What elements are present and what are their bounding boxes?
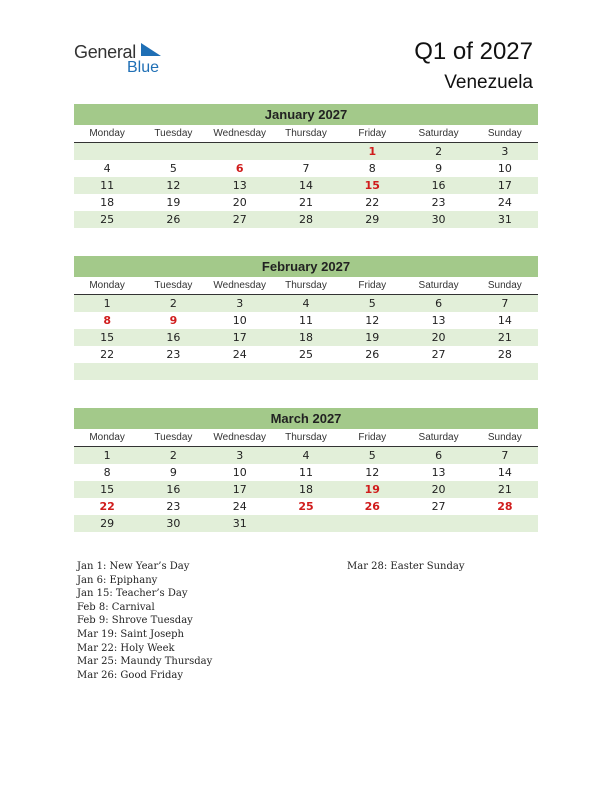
month-january [74,104,538,228]
day-cell [207,143,273,160]
day-cell: 14 [298,179,313,192]
day-cell: 11 [298,314,313,327]
day-cell: 14 [497,314,512,327]
holiday-day-cell: 6 [235,162,244,175]
day-cell [405,363,471,380]
month-february [74,256,538,380]
week-row [74,464,538,481]
logo-flag-icon [141,43,161,56]
day-cell: 2 [435,145,443,158]
day-cell: 28 [497,348,512,361]
day-cell: 7 [302,162,310,175]
day-cell: 27 [431,500,446,513]
day-cell: 16 [431,179,446,192]
day-cell: 9 [169,466,177,479]
month-march [74,408,538,532]
holiday-day-cell: 26 [364,500,380,513]
day-cell [140,363,206,380]
week-row [74,498,538,515]
country-name: Venezuela [444,72,533,93]
weekday-label: Friday [358,128,387,139]
day-cell: 31 [232,517,247,530]
week-row [74,447,538,464]
day-cell: 6 [435,449,443,462]
holiday-day-cell: 1 [368,145,377,158]
day-cell: 25 [100,213,115,226]
day-cell: 5 [368,449,376,462]
day-cell: 19 [166,196,181,209]
weekday-label: Wednesday [213,432,267,443]
day-cell: 10 [232,314,247,327]
day-cell: 31 [497,213,512,226]
weekday-label: Saturday [418,128,459,139]
day-cell [405,515,471,532]
day-cell: 27 [431,348,446,361]
holiday-day-cell: 9 [169,314,178,327]
week-row [74,481,538,498]
day-cell: 13 [232,179,247,192]
day-cell: 16 [166,331,181,344]
weekday-label: Monday [89,128,125,139]
day-cell: 17 [232,483,247,496]
day-cell: 14 [497,466,512,479]
day-cell: 18 [298,483,313,496]
day-cell: 8 [368,162,376,175]
holiday-entry: Jan 1: New Year’s Day [77,561,190,572]
day-cell [140,143,206,160]
day-cell: 12 [365,314,380,327]
day-cell [339,363,405,380]
day-cell: 3 [501,145,509,158]
weekday-label: Saturday [418,280,459,291]
day-cell: 24 [232,348,247,361]
holiday-entry: Jan 15: Teacher’s Day [77,588,188,600]
day-cell: 16 [166,483,181,496]
page-title: Q1 of 2027 [414,38,533,65]
day-cell: 23 [166,348,181,361]
day-cell: 3 [236,449,244,462]
holiday-entry: Feb 9: Shrove Tuesday [77,615,193,627]
day-cell [273,143,339,160]
day-cell: 27 [232,213,247,226]
day-cell [472,363,538,380]
weekday-header-row [74,125,538,143]
holiday-entry: Mar 19: Saint Joseph [77,628,185,640]
day-cell [74,363,140,380]
day-cell [273,363,339,380]
weekday-label: Saturday [418,432,459,443]
generalblue-logo [74,40,174,80]
holiday-day-cell: 28 [497,500,513,513]
weekday-label: Sunday [487,432,522,443]
day-cell: 2 [169,297,177,310]
day-cell [339,515,405,532]
logo-general-text: General [74,42,136,62]
day-cell: 6 [435,297,443,310]
weekday-label: Thursday [285,128,327,139]
day-cell: 19 [365,331,380,344]
day-cell: 4 [302,449,310,462]
day-cell: 8 [103,466,111,479]
day-cell: 22 [100,348,115,361]
week-row [74,211,538,228]
holiday-entry: Mar 28: Easter Sunday [347,561,465,572]
day-cell: 13 [431,466,446,479]
day-cell: 18 [100,196,115,209]
weekday-label: Thursday [285,280,327,291]
day-cell: 17 [497,179,512,192]
holiday-entry: Jan 6: Epiphany [77,574,158,586]
week-row [74,363,538,380]
weekday-label: Thursday [285,432,327,443]
day-cell: 29 [365,213,380,226]
day-cell: 26 [365,348,380,361]
day-cell: 10 [497,162,512,175]
day-cell [472,515,538,532]
day-cell: 26 [166,213,181,226]
day-cell: 5 [169,162,177,175]
weekday-label: Tuesday [154,128,193,139]
day-cell: 21 [298,196,313,209]
holiday-list-right [347,560,464,574]
holiday-entry: Mar 22: Holy Week [77,642,175,654]
day-cell: 24 [497,196,512,209]
weekday-header-row [74,429,538,447]
day-cell: 28 [298,213,313,226]
day-cell: 17 [232,331,247,344]
week-row [74,346,538,363]
day-cell: 13 [431,314,446,327]
day-cell: 23 [431,196,446,209]
holiday-day-cell: 19 [364,483,380,496]
weekday-label: Tuesday [154,280,193,291]
holiday-day-cell: 15 [364,179,380,192]
day-cell [207,363,273,380]
day-cell [74,143,140,160]
day-cell: 20 [232,196,247,209]
weekday-label: Friday [358,280,387,291]
day-cell: 7 [501,449,509,462]
day-cell: 4 [302,297,310,310]
day-cell: 20 [431,331,446,344]
month-title: February 2027 [74,256,538,277]
day-cell: 7 [501,297,509,310]
week-row [74,177,538,194]
logo-blue-text: Blue [127,59,160,76]
weekday-label: Monday [89,280,125,291]
day-cell: 9 [435,162,443,175]
weekday-label: Tuesday [154,432,193,443]
holiday-entry: Feb 8: Carnival [77,601,155,613]
holiday-list-left [77,560,212,682]
day-cell: 3 [236,297,244,310]
month-title: January 2027 [74,104,538,125]
day-cell: 24 [232,500,247,513]
week-row [74,295,538,312]
week-row [74,143,538,160]
week-row [74,160,538,177]
day-cell: 25 [298,348,313,361]
day-cell: 30 [166,517,181,530]
day-cell: 11 [100,179,115,192]
weekday-label: Wednesday [213,280,267,291]
day-cell: 1 [103,449,111,462]
day-cell: 10 [232,466,247,479]
week-row [74,194,538,211]
day-cell [273,515,339,532]
day-cell: 29 [100,517,115,530]
day-cell: 15 [100,483,115,496]
day-cell: 21 [497,331,512,344]
day-cell: 5 [368,297,376,310]
day-cell: 12 [166,179,181,192]
day-cell: 1 [103,297,111,310]
day-cell: 11 [298,466,313,479]
weekday-label: Wednesday [213,128,267,139]
day-cell: 22 [365,196,380,209]
holiday-day-cell: 22 [99,500,115,513]
day-cell: 4 [103,162,111,175]
holiday-day-cell: 8 [103,314,111,327]
weekday-label: Sunday [487,128,522,139]
week-row [74,515,538,532]
day-cell: 20 [431,483,446,496]
day-cell: 21 [497,483,512,496]
weekday-header-row [74,277,538,295]
holiday-entry: Mar 26: Good Friday [77,669,183,681]
month-title: March 2027 [74,408,538,429]
weekday-label: Sunday [487,280,522,291]
weekday-label: Monday [89,432,125,443]
week-row [74,312,538,329]
day-cell: 2 [169,449,177,462]
weekday-label: Friday [358,432,387,443]
day-cell: 23 [166,500,181,513]
holiday-entry: Mar 25: Maundy Thursday [77,656,213,668]
day-cell: 18 [298,331,313,344]
day-cell: 15 [100,331,115,344]
holiday-day-cell: 25 [298,500,314,513]
week-row [74,329,538,346]
day-cell: 12 [365,466,380,479]
day-cell: 30 [431,213,446,226]
